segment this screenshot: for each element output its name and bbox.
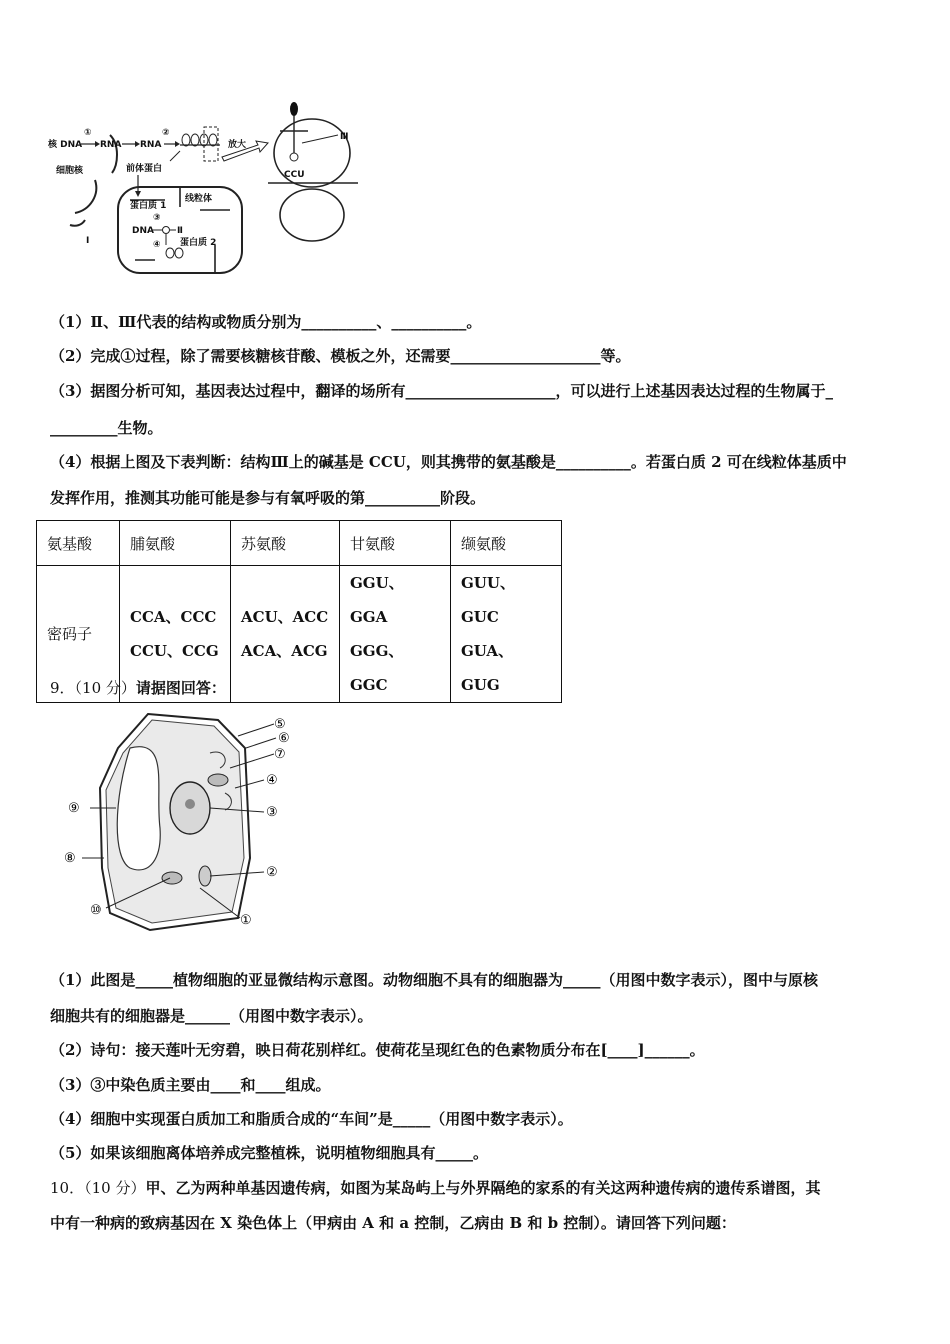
q9-part3: （3）③中染色质主要由____和____组成。 — [50, 1076, 331, 1094]
label-step3: ③ — [153, 213, 161, 223]
table-header-cell: 氨基酸 — [37, 521, 120, 566]
label-10: ⑩ — [90, 903, 102, 918]
label-nuclear-dna: 核 DNA — [48, 140, 83, 150]
table-cell: ACU、ACC ACA、ACG — [231, 566, 340, 703]
plant-cell-figure — [60, 708, 300, 938]
label-step2: ② — [162, 128, 170, 138]
q8-part3: （3）据图分析可知，基因表达过程中，翻译的场所有____________________，可以进行上述基因表达过程的生物属于_ — [50, 382, 833, 400]
q9-part1-cont: 细胞共有的细胞器是______（用图中数字表示）。 — [50, 1007, 373, 1025]
label-9: ⑨ — [68, 801, 80, 816]
label-mitochondrion: 线粒体 — [185, 194, 213, 204]
label-3: ③ — [266, 805, 278, 820]
q8-part2: （2）完成①过程，除了需要核糖核苷酸、模板之外，还需要____________________等。 — [50, 347, 631, 365]
q8-part4: （4）根据上图及下表判断：结构Ⅲ上的碱基是 CCU，则其携带的氨基酸是__________。若蛋白质 2 可在线粒体基质中 — [50, 453, 847, 471]
gene-expression-figure — [40, 95, 370, 285]
table-row-label: 密码子 — [37, 566, 120, 703]
codon-table — [36, 520, 562, 703]
q9-part2: （2）诗句：接天莲叶无穷碧，映日荷花别样红。使荷花呈现红色的色素物质分布在[____]______。 — [50, 1041, 705, 1059]
label-i: Ⅰ — [86, 236, 90, 246]
table-header-cell: 缬氨酸 — [451, 521, 562, 566]
q9-part4: （4）细胞中实现蛋白质加工和脂质合成的“车间”是_____（用图中数字表示）。 — [50, 1110, 573, 1128]
label-7: ⑦ — [274, 747, 286, 762]
label-ccu: CCU — [284, 170, 305, 180]
label-ii: Ⅱ — [177, 226, 183, 236]
label-6: ⑥ — [278, 731, 290, 746]
table-cell: CCA、CCC CCU、CCG — [120, 566, 231, 703]
q9-part1: （1）此图是_____植物细胞的亚显微结构示意图。动物细胞不具有的细胞器为_____（用图中数字表示），图中与原核 — [50, 971, 818, 989]
q10-part1: 10．（10 分）甲、乙为两种单基因遗传病，如图为某岛屿上与外界隔绝的家系的有关这两种遗传病的遗传系谱图，其 — [50, 1179, 821, 1197]
q10-part2: 中有一种病的致病基因在 X 染色体上（甲病由 A 和 a 控制，乙病由 B 和 b 控制）。请回答下列问题： — [50, 1214, 736, 1232]
label-8: ⑧ — [64, 851, 76, 866]
q9-title: 9．（10 分）请据图回答： — [50, 679, 226, 697]
table-header-cell: 苏氨酸 — [231, 521, 340, 566]
q9-part5: （5）如果该细胞离体培养成完整植株，说明植物细胞具有_____。 — [50, 1144, 488, 1162]
table-cell: GGU、GGA GGG、GGC — [340, 566, 451, 703]
table-header-cell: 脯氨酸 — [120, 521, 231, 566]
label-rna2: RNA — [140, 140, 162, 150]
label-precursor-protein: 前体蛋白 — [126, 164, 163, 174]
q8-part3-cont: _________生物。 — [50, 419, 163, 437]
label-2: ② — [266, 865, 278, 880]
label-step1: ① — [84, 128, 92, 138]
table-header-cell: 甘氨酸 — [340, 521, 451, 566]
q8-part4-cont: 发挥作用，推测其功能可能是参与有氧呼吸的第__________阶段。 — [50, 489, 486, 507]
label-enlarge: 放大 — [228, 140, 247, 150]
q8-part1: （1）Ⅱ、Ⅲ代表的结构或物质分别为__________、__________。 — [50, 313, 482, 331]
label-protein1: 蛋白质 1 — [130, 201, 167, 211]
table-cell: GUU、GUC GUA、GUG — [451, 566, 562, 703]
label-dna: DNA — [132, 226, 154, 236]
label-4: ④ — [266, 773, 278, 788]
label-1: ① — [240, 913, 252, 928]
label-rna1: RNA — [100, 140, 122, 150]
label-iii: Ⅲ — [340, 132, 349, 142]
label-protein2: 蛋白质 2 — [180, 238, 217, 248]
label-step4: ④ — [153, 240, 161, 250]
label-5: ⑤ — [274, 717, 286, 732]
label-nucleus: 细胞核 — [56, 166, 84, 176]
